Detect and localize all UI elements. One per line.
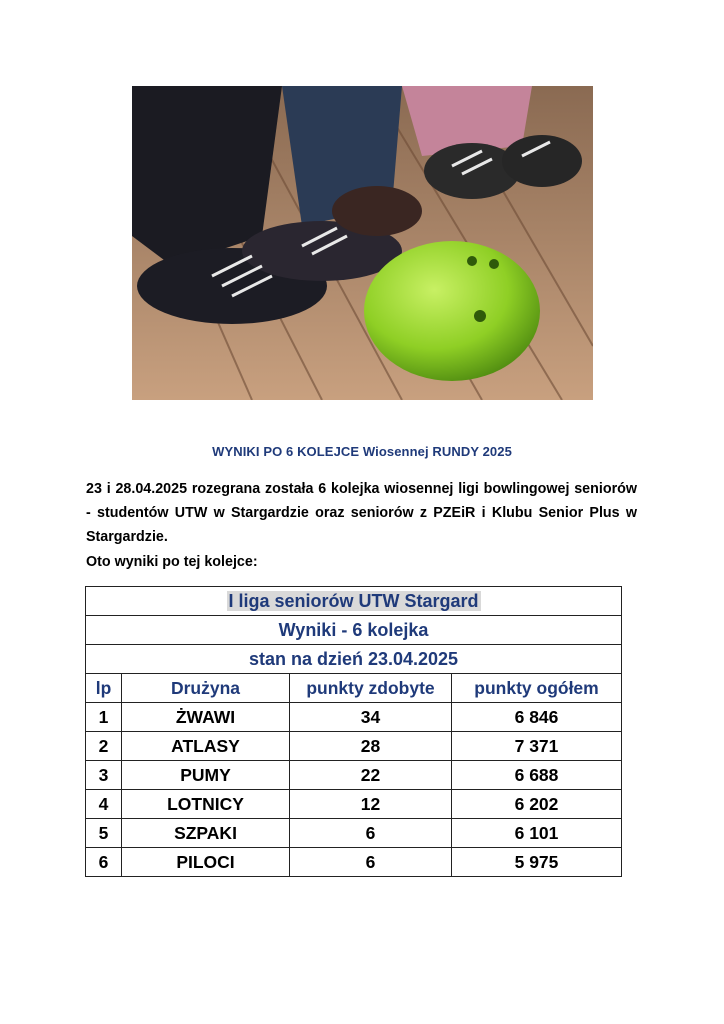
bowling-photo-illustration bbox=[132, 86, 593, 400]
table-title-row bbox=[86, 587, 622, 616]
table-title: I liga seniorów UTW Stargard bbox=[228, 590, 479, 611]
col-header-team: Drużyna bbox=[122, 674, 290, 703]
table-row bbox=[86, 703, 622, 732]
cell-points-total: 5 975 bbox=[452, 848, 622, 877]
table-row bbox=[86, 732, 622, 761]
cell-lp: 2 bbox=[86, 732, 122, 761]
cell-team: ŻWAWI bbox=[122, 703, 290, 732]
cell-team: LOTNICY bbox=[122, 790, 290, 819]
table-row bbox=[86, 848, 622, 877]
cell-points-total: 7 371 bbox=[452, 732, 622, 761]
table-row bbox=[86, 761, 622, 790]
cell-points-earned: 6 bbox=[290, 819, 452, 848]
table-date: stan na dzień 23.04.2025 bbox=[86, 645, 622, 674]
cell-team: SZPAKI bbox=[122, 819, 290, 848]
cell-points-earned: 6 bbox=[290, 848, 452, 877]
header-photo bbox=[132, 86, 593, 400]
cell-lp: 3 bbox=[86, 761, 122, 790]
cell-team: PILOCI bbox=[122, 848, 290, 877]
table-subtitle-row bbox=[86, 616, 622, 645]
cell-points-total: 6 101 bbox=[452, 819, 622, 848]
cell-points-total: 6 846 bbox=[452, 703, 622, 732]
cell-points-earned: 34 bbox=[290, 703, 452, 732]
intro-paragraph: 23 i 28.04.2025 rozegrana została 6 kolejka wiosennej ligi bowlingowej seniorów - studentów UTW w Stargardzie oraz seniorów z PZEiR i Klubu Senior Plus w Stargardzie. bbox=[86, 481, 637, 545]
table-date-row bbox=[86, 645, 622, 674]
col-header-points-earned: punkty zdobyte bbox=[290, 674, 452, 703]
cell-points-earned: 28 bbox=[290, 732, 452, 761]
col-header-points-total: punkty ogółem bbox=[452, 674, 622, 703]
cell-team: PUMY bbox=[122, 761, 290, 790]
results-lead: Oto wyniki po tej kolejce: bbox=[86, 554, 258, 570]
cell-lp: 4 bbox=[86, 790, 122, 819]
table-subtitle: Wyniki - 6 kolejka bbox=[86, 616, 622, 645]
col-header-lp: lp bbox=[86, 674, 122, 703]
cell-lp: 1 bbox=[86, 703, 122, 732]
cell-points-earned: 22 bbox=[290, 761, 452, 790]
table-header-row bbox=[86, 674, 622, 703]
cell-lp: 6 bbox=[86, 848, 122, 877]
results-table bbox=[85, 586, 622, 877]
table-row bbox=[86, 790, 622, 819]
cell-points-total: 6 202 bbox=[452, 790, 622, 819]
cell-team: ATLASY bbox=[122, 732, 290, 761]
cell-lp: 5 bbox=[86, 819, 122, 848]
page-heading: WYNIKI PO 6 KOLEJCE Wiosennej RUNDY 2025 bbox=[212, 444, 512, 459]
cell-points-total: 6 688 bbox=[452, 761, 622, 790]
cell-points-earned: 12 bbox=[290, 790, 452, 819]
table-row bbox=[86, 819, 622, 848]
